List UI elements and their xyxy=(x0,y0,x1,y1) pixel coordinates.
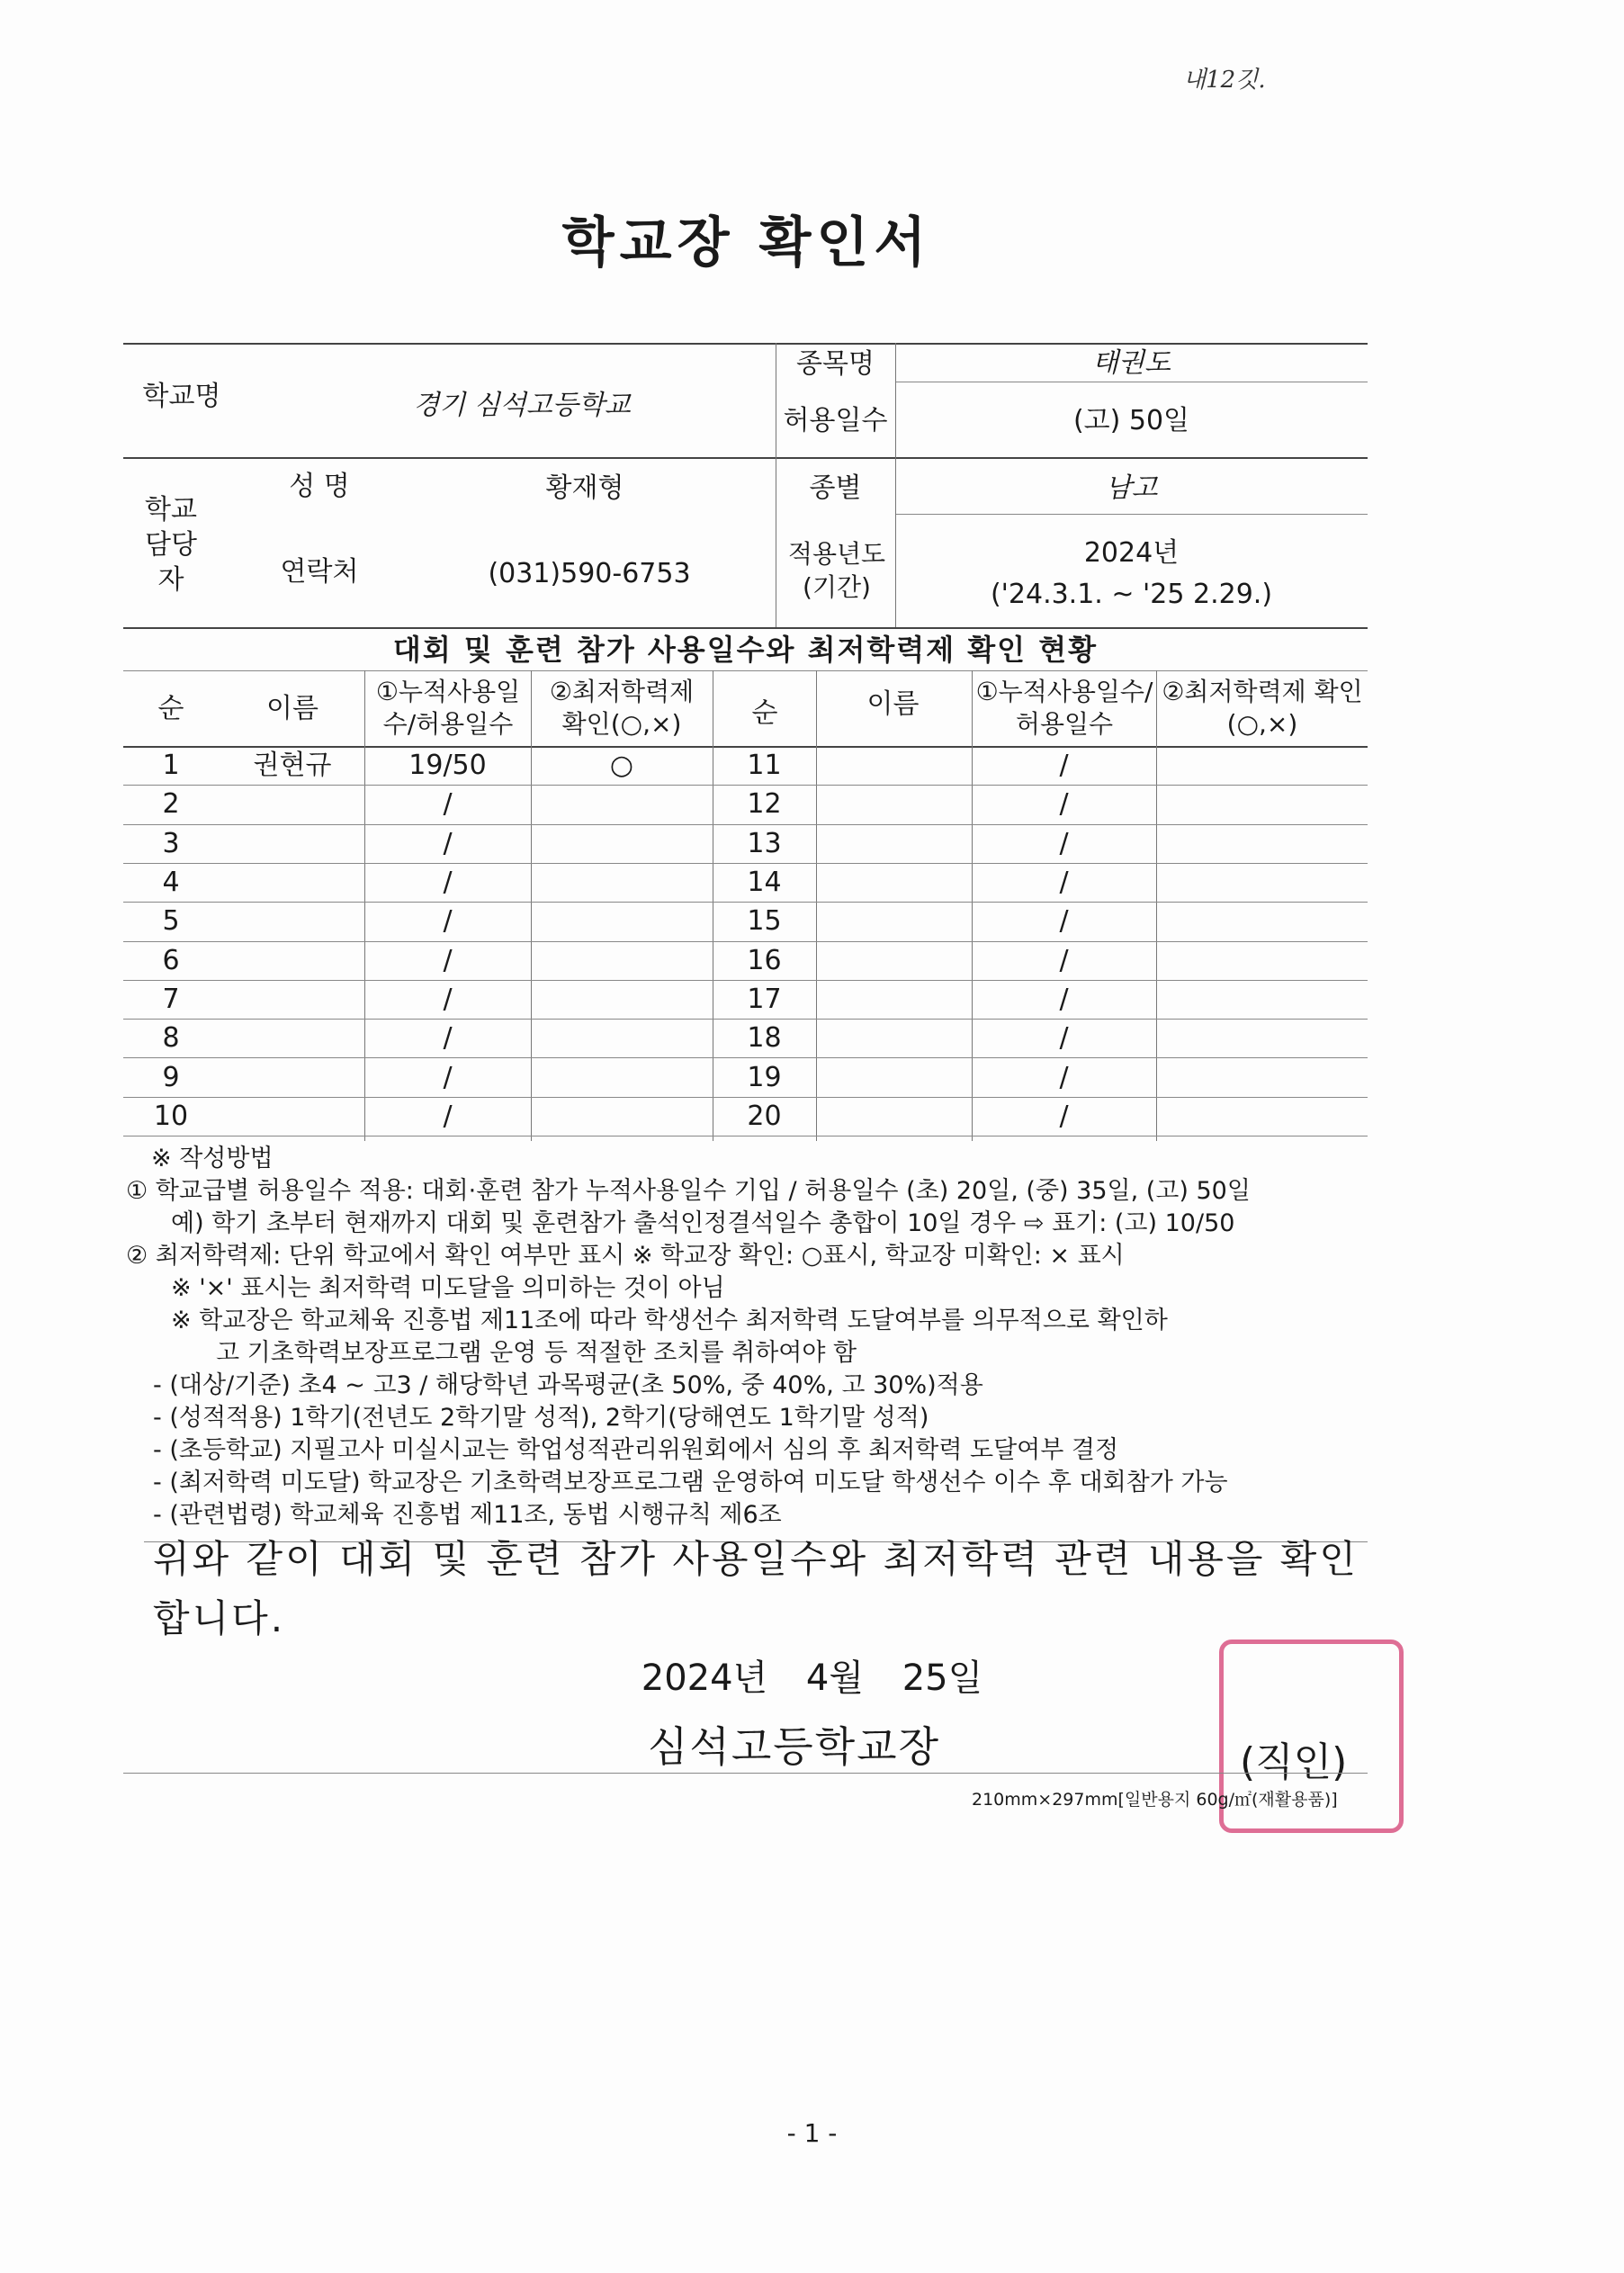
cell-used2: / xyxy=(1059,944,1069,976)
cell-check2 xyxy=(1156,746,1368,785)
allowed-days-value: (고) 50일 xyxy=(1072,404,1190,436)
cell-name2 xyxy=(816,824,972,863)
cell-no2: 15 xyxy=(747,905,782,938)
cell-name xyxy=(225,902,360,940)
note-item: - (성적적용) 1학기(전년도 2학기말 성적), 2학기(당해연도 1학기말 성적) xyxy=(153,1404,929,1432)
handwritten-note: 내12깃. xyxy=(1183,67,1266,94)
cell-check xyxy=(531,1057,713,1096)
issue-date: 2024년 4월 25일 xyxy=(641,1658,983,1699)
cell-used2: / xyxy=(1059,1022,1069,1055)
cell-used: / xyxy=(443,1061,453,1093)
info-rule xyxy=(895,514,1368,515)
note-item: ※ '×' 표시는 최저학력 미도달을 의미하는 것이 아님 xyxy=(171,1274,725,1302)
note-item: 예) 학기 초부터 현재까지 대회 및 훈련참가 출석인정결석일수 총합이 10일 경우 ⇨ 표기: (고) 10/50 xyxy=(171,1209,1235,1237)
header-no: 순 xyxy=(157,693,184,724)
staff-label: 학교 담당자 xyxy=(145,493,197,596)
cell-check xyxy=(531,980,713,1019)
cell-no: 9 xyxy=(162,1061,180,1093)
cell-check2 xyxy=(1156,941,1368,980)
notes-heading: ※ 작성방법 xyxy=(151,1145,274,1172)
cell-name2 xyxy=(816,1057,972,1096)
info-mid-rule xyxy=(123,457,1368,459)
cell-check2 xyxy=(1156,785,1368,823)
cell-check xyxy=(531,941,713,980)
cell-used2: / xyxy=(1059,867,1069,899)
cell-no2: 20 xyxy=(747,1100,782,1132)
cell-used: / xyxy=(443,905,453,938)
cell-name2 xyxy=(816,1019,972,1057)
cell-check2 xyxy=(1156,1057,1368,1096)
cell-check xyxy=(531,902,713,940)
gender-label: 종별 xyxy=(809,472,862,504)
writing-instructions xyxy=(126,1143,1368,1532)
note-item: ① 학교급별 허용일수 적용: 대회·훈련 참가 누적사용일수 기입 / 허용일수 (초) 20일, (중) 35일, (고) 50일 xyxy=(126,1177,1251,1205)
cell-name2 xyxy=(816,902,972,940)
cell-no2: 14 xyxy=(747,867,782,899)
cell-name2 xyxy=(816,941,972,980)
cell-name xyxy=(225,1057,360,1096)
cell-check xyxy=(531,1019,713,1057)
note-item: - (초등학교) 지필고사 미실시교는 학업성적관리위원회에서 심의 후 최저학력 도달여부 결정 xyxy=(153,1436,1119,1464)
cell-no: 5 xyxy=(162,905,180,938)
cell-used2: / xyxy=(1059,1100,1069,1132)
year-label: 적용년도 (기간) xyxy=(787,539,886,602)
name-label: 성 명 xyxy=(289,470,350,502)
cell-check xyxy=(531,863,713,902)
cell-check2 xyxy=(1156,1097,1368,1136)
cell-used2: / xyxy=(1059,1061,1069,1093)
cell-no: 3 xyxy=(162,827,180,859)
cell-name2 xyxy=(816,980,972,1019)
cell-name2 xyxy=(816,746,972,785)
name-value: 황재형 xyxy=(545,472,624,504)
paper-spec: 210mm×297mm[일반용지 60g/㎡(재활용품)] xyxy=(972,1790,1338,1810)
cell-used2: / xyxy=(1059,788,1069,821)
cell-name2 xyxy=(816,1097,972,1136)
gender-value: 남고 xyxy=(1105,472,1158,504)
cell-check2 xyxy=(1156,1019,1368,1057)
cell-check2 xyxy=(1156,863,1368,902)
cell-name xyxy=(225,785,360,823)
cell-check2 xyxy=(1156,980,1368,1019)
cell-used: / xyxy=(443,983,453,1015)
cell-used: / xyxy=(443,1022,453,1055)
cell-used: / xyxy=(443,827,453,859)
note-item: ※ 학교장은 학교체육 진흥법 제11조에 따라 학생선수 최저학력 도달여부를 의무적으로 확인하 xyxy=(171,1307,1168,1334)
cell-check xyxy=(531,824,713,863)
year-value: 2024년 xyxy=(1083,536,1180,569)
note-item: ② 최저학력제: 단위 학교에서 확인 여부만 표시 ※ 학교장 확인: ○표시, 학교장 미확인: × 표시 xyxy=(126,1242,1125,1270)
cell-no: 2 xyxy=(162,788,180,821)
cell-no: 10 xyxy=(153,1100,189,1132)
cell-name xyxy=(225,863,360,902)
info-bottom-rule xyxy=(123,627,1368,629)
cell-no: 8 xyxy=(162,1022,180,1055)
cell-used: / xyxy=(443,788,453,821)
cell-no: 7 xyxy=(162,983,180,1015)
cell-no2: 16 xyxy=(747,944,782,976)
cell-used: 19/50 xyxy=(408,750,487,782)
cell-no2: 17 xyxy=(747,983,782,1015)
cell-used2: / xyxy=(1059,983,1069,1015)
cell-no: 6 xyxy=(162,944,180,976)
cell-used: / xyxy=(443,867,453,899)
principal-name: 심석고등학교장 xyxy=(648,1722,941,1771)
header-min-academic: ②최저학력제 확인(○,×) xyxy=(549,676,695,739)
table-subtitle: 대회 및 훈련 참가 사용일수와 최저학력제 확인 현황 xyxy=(392,632,1099,667)
cell-name xyxy=(225,1097,360,1136)
contact-value: (031)590-6753 xyxy=(488,558,691,589)
cell-used2: / xyxy=(1059,827,1069,859)
cell-name xyxy=(225,941,360,980)
note-item: - (관련법령) 학교체육 진흥법 제11조, 동법 시행규칙 제6조 xyxy=(153,1501,782,1529)
cell-used: / xyxy=(443,1100,453,1132)
cell-no: 1 xyxy=(162,750,180,782)
note-item: - (최저학력 미도달) 학교장은 기초학력보장프로그램 운영하여 미도달 학생선수 이수 후 대회참가 가능 xyxy=(153,1469,1228,1496)
cell-no2: 13 xyxy=(747,827,782,859)
cell-name2 xyxy=(816,863,972,902)
cell-check2 xyxy=(1156,824,1368,863)
confirmation-text: 위와 같이 대회 및 훈련 참가 사용일수와 최저학력 관련 내용을 확인합니다. xyxy=(153,1537,1359,1640)
sport-value: 태권도 xyxy=(1092,346,1171,379)
cell-name xyxy=(225,1019,360,1057)
footer-rule xyxy=(123,1773,1368,1774)
school-value: 경기 심석고등학교 xyxy=(413,389,631,421)
cell-used2: / xyxy=(1059,750,1069,782)
header-name-2: 이름 xyxy=(866,688,920,720)
page-number: - 1 - xyxy=(786,2118,838,2148)
note-item: 고 기초학력보장프로그램 운영 등 적절한 조치를 취하여야 함 xyxy=(216,1339,857,1367)
cell-check xyxy=(531,1097,713,1136)
header-name: 이름 xyxy=(266,693,319,724)
header-used-days-2: ①누적사용일수/허용일수 xyxy=(975,676,1153,739)
school-label: 학교명 xyxy=(142,380,221,412)
cell-name2 xyxy=(816,785,972,823)
header-used-days: ①누적사용일수/허용일수 xyxy=(375,676,521,739)
cell-no2: 12 xyxy=(747,788,782,821)
period-value: ('24.3.1. ~ '25 2.29.) xyxy=(990,578,1273,610)
stamp-label: (직인) xyxy=(1240,1739,1348,1785)
cell-check: ○ xyxy=(609,750,634,782)
cell-no2: 19 xyxy=(747,1061,782,1093)
cell-name xyxy=(225,980,360,1019)
contact-label: 연락처 xyxy=(280,555,359,588)
cell-no: 4 xyxy=(162,867,180,899)
header-min-academic-2: ②최저학력제 확인(○,×) xyxy=(1162,676,1363,739)
sport-label: 종목명 xyxy=(796,347,875,380)
note-item: - (대상/기준) 초4 ~ 고3 / 해당학년 과목평균(초 50%, 중 40%, 고 30%)적용 xyxy=(153,1371,983,1399)
allowed-days-label: 허용일수 xyxy=(783,404,888,436)
header-no-2: 순 xyxy=(751,697,778,729)
cell-no2: 18 xyxy=(747,1022,782,1055)
cell-name xyxy=(225,824,360,863)
cell-check xyxy=(531,785,713,823)
cell-no2: 11 xyxy=(747,750,782,782)
cell-name: 권현규 xyxy=(253,750,332,782)
page-title: 학교장 확인서 xyxy=(561,211,932,274)
cell-used2: / xyxy=(1059,905,1069,938)
cell-used: / xyxy=(443,944,453,976)
cell-check2 xyxy=(1156,902,1368,940)
